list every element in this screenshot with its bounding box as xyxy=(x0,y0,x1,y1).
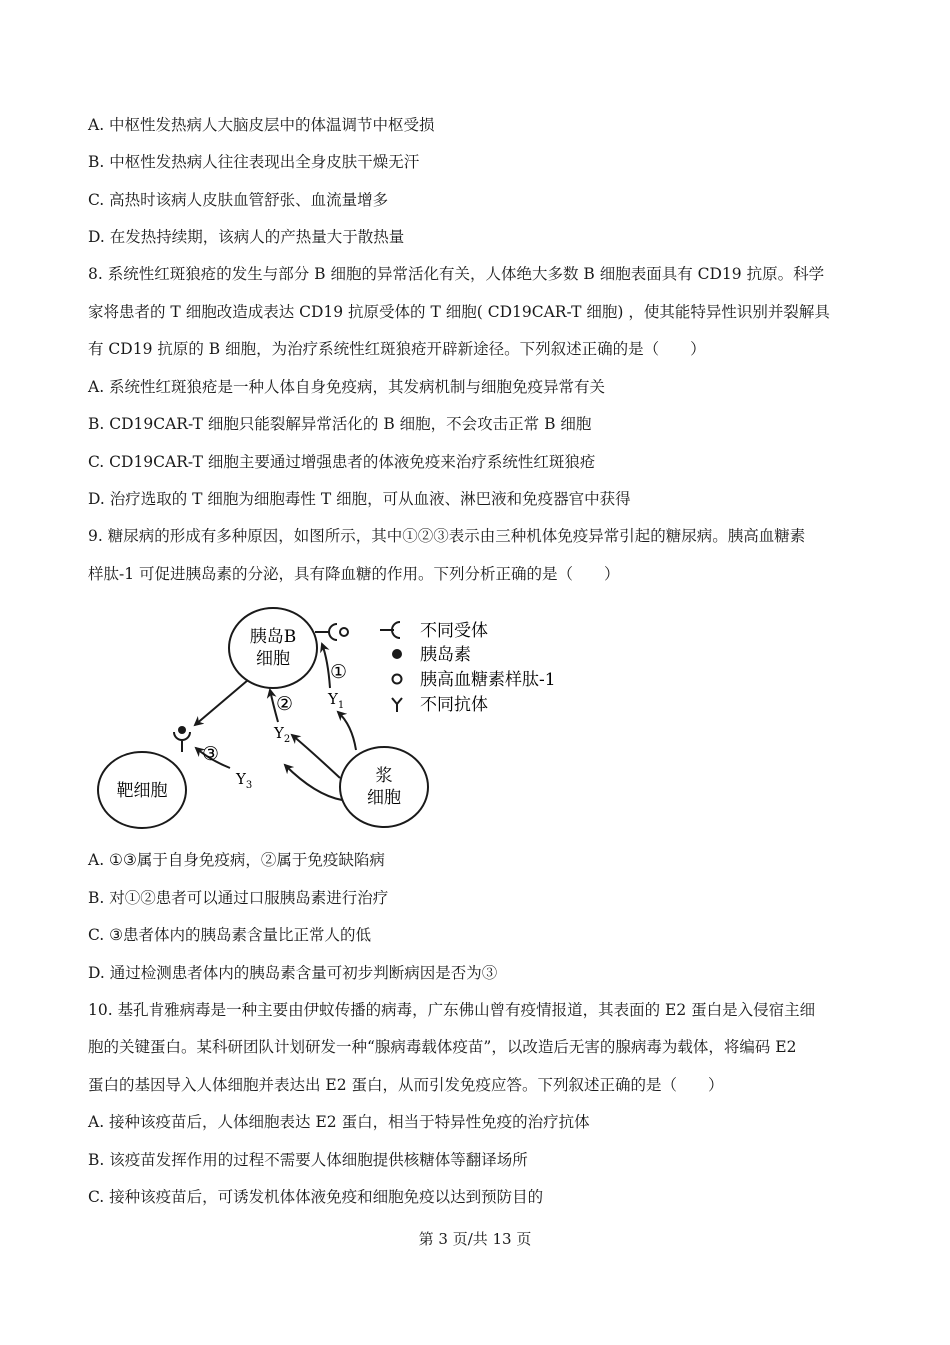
q9-option-d: D. 通过检测患者体内的胰岛素含量可初步判断病因是否为③ xyxy=(88,964,498,982)
legend-glp1-label: 胰高血糖素样肽-1 xyxy=(420,670,556,690)
q8-option-a: A. 系统性红斑狼疮是一种人体自身免疫病，其发病机制与细胞免疫异常有关 xyxy=(88,378,606,396)
diabetes-immune-diagram xyxy=(90,600,610,840)
q7-option-d: D. 在发热持续期，该病人的产热量大于散热量 xyxy=(88,228,405,246)
q8-option-c: C. CD19CAR-T 细胞主要通过增强患者的体液免疫来治疗系统性红斑狼疮 xyxy=(88,453,596,471)
q9-stem-line: 样肽-1 可促进胰岛素的分泌，具有降血糖的作用。下列分析正确的是（ ） xyxy=(88,565,620,583)
q10-option-c: C. 接种该疫苗后，可诱发机体体液免疫和细胞免疫以达到预防目的 xyxy=(88,1188,544,1206)
q9-option-b: B. 对①②患者可以通过口服胰岛素进行治疗 xyxy=(88,889,389,907)
legend-insulin-label: 胰岛素 xyxy=(420,645,471,665)
b-cell-label: 胰岛B xyxy=(249,627,297,647)
mark-2-label: ② xyxy=(276,693,294,715)
q8-stem-line: 有 CD19 抗原的 B 细胞，为治疗系统性红斑狼疮开辟新途径。下列叙述正确的是（ ） xyxy=(88,340,706,358)
glp1-ring-icon xyxy=(340,628,348,636)
pancreatic-b-cell xyxy=(229,608,317,688)
insulin-secretion-arrow xyxy=(195,680,248,725)
plasma-cell-label: 浆 xyxy=(375,766,393,786)
legend-insulin-icon xyxy=(392,649,402,659)
y1-arrow xyxy=(322,644,330,688)
q8-option-b: B. CD19CAR-T 细胞只能裂解异常活化的 B 细胞，不会攻击正常 B 细胞 xyxy=(88,415,592,433)
q8-stem-line: 8. 系统性红斑狼疮的发生与部分 B 细胞的异常活化有关，人体绝大多数 B 细胞表面具有 CD19 抗原。科学 xyxy=(88,265,825,283)
plasma-cell xyxy=(340,747,428,827)
q9-option-c: C. ③患者体内的胰岛素含量比正常人的低 xyxy=(88,926,372,944)
legend-antibody-icon xyxy=(392,698,402,712)
y1-secretion-arrow xyxy=(338,712,356,750)
diagram-svg xyxy=(90,600,610,840)
q7-option-a: A. 中枢性发热病人大脑皮层中的体温调节中枢受损 xyxy=(88,116,435,134)
page-number-footer: 第 3 页/共 13 页 xyxy=(418,1230,532,1248)
legend-receptor-icon xyxy=(380,622,400,638)
q7-option-b: B. 中枢性发热病人往往表现出全身皮肤干燥无汗 xyxy=(88,153,420,171)
b-cell-receptor-icon xyxy=(315,624,337,640)
q9-option-a: A. ①③属于自身免疫病，②属于免疫缺陷病 xyxy=(88,851,385,869)
y3-secretion-arrow xyxy=(285,765,342,800)
legend-glp1-icon xyxy=(393,675,402,684)
mark-3-label: ③ xyxy=(202,743,220,765)
y2-label: $Y_2$ xyxy=(274,724,291,745)
plasma-cell-label: 细胞 xyxy=(367,788,401,808)
insulin-dot-icon xyxy=(178,726,186,734)
target-cell-label: 靶细胞 xyxy=(116,781,168,801)
target-receptor-icon xyxy=(174,732,190,752)
q8-stem-line: 家将患者的 T 细胞改造成表达 CD19 抗原受体的 T 细胞( CD19CAR-T 细胞) ，使其能特异性识别并裂解具 xyxy=(88,303,830,321)
q9-stem-line: 9. 糖尿病的形成有多种原因，如图所示，其中①②③表示由三种机体免疫异常引起的糖尿病。胰高血糖素 xyxy=(88,527,806,545)
legend-antibody-label: 不同抗体 xyxy=(420,695,488,715)
q10-stem-line: 胞的关键蛋白。某科研团队计划研发一种“腺病毒载体疫苗”，以改造后无害的腺病毒为载体，将编码 E2 xyxy=(88,1038,797,1056)
q8-option-d: D. 治疗选取的 T 细胞为细胞毒性 T 细胞，可从血液、淋巴液和免疫器官中获得 xyxy=(88,490,631,508)
q10-stem-line: 蛋白的基因导入人体细胞并表达出 E2 蛋白，从而引发免疫应答。下列叙述正确的是（ ） xyxy=(88,1076,724,1094)
q7-option-c: C. 高热时该病人皮肤血管舒张、血流量增多 xyxy=(88,191,389,209)
b-cell-label: 细胞 xyxy=(256,649,290,669)
q10-option-b: B. 该疫苗发挥作用的过程不需要人体细胞提供核糖体等翻译场所 xyxy=(88,1151,528,1169)
q10-stem-line: 10. 基孔肯雅病毒是一种主要由伊蚊传播的病毒，广东佛山曾有疫情报道，其表面的 E2 蛋白是入侵宿主细 xyxy=(88,1001,816,1019)
legend-receptor-label: 不同受体 xyxy=(420,621,488,641)
mark-1-label: ① xyxy=(330,661,348,683)
y1-label: $Y_1$ xyxy=(328,690,345,711)
y3-label: $Y_3$ xyxy=(236,770,253,791)
y2-secretion-arrow xyxy=(292,735,340,778)
q10-option-a: A. 接种该疫苗后，人体细胞表达 E2 蛋白，相当于特异性免疫的治疗抗体 xyxy=(88,1113,590,1131)
